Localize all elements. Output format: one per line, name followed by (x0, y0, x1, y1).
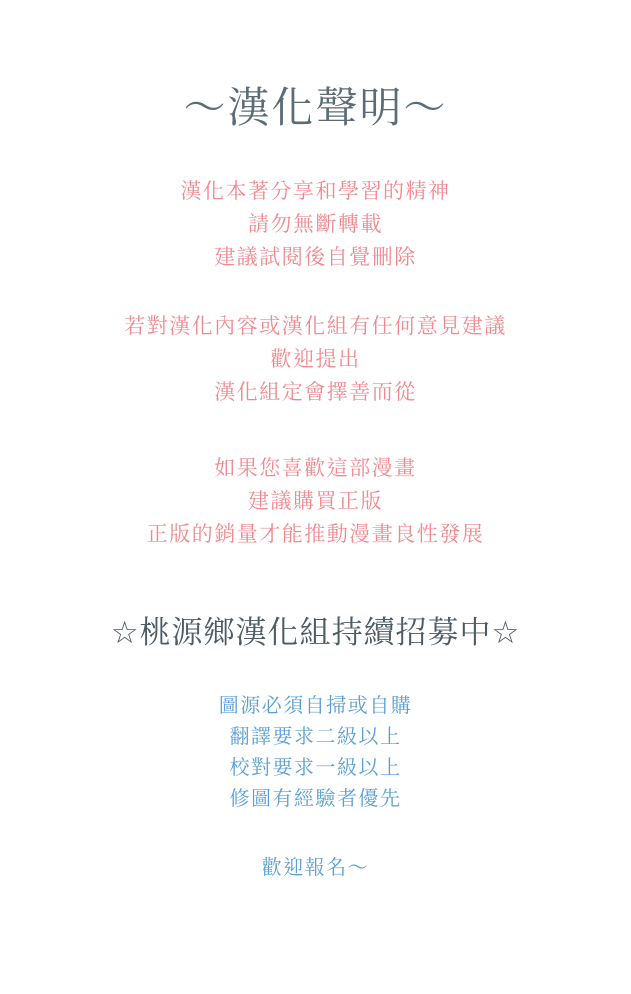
statement-paragraph-2 (0, 310, 631, 409)
requirement-line: 圖源必須自掃或自購 (218, 693, 413, 717)
statement-line: 如果您喜歡這部漫畫 (214, 456, 417, 480)
recruiting-title: ☆桃源鄉漢化組持續招募中☆ (110, 615, 521, 651)
statement-line: 漢化組定會擇善而從 (214, 380, 417, 404)
statement-line: 建議購買正版 (248, 489, 383, 513)
statement-line: 漢化本著分享和學習的精神 (180, 179, 451, 203)
statement-paragraph-3 (0, 452, 631, 551)
statement-line: 請勿無斷轉載 (248, 212, 383, 236)
recruiting-closing (0, 852, 631, 883)
statement-title: ～漢化聲明～ (183, 83, 448, 132)
requirement-line: 校對要求一級以上 (229, 755, 402, 779)
statement-line: 建議試閱後自覺刪除 (214, 245, 417, 269)
statement-line: 若對漢化內容或漢化組有任何意見建議 (124, 314, 507, 338)
recruiting-requirements (0, 690, 631, 814)
statement-line: 歡迎提出 (270, 347, 361, 371)
statement-line: 正版的銷量才能推動漫畫良性發展 (146, 522, 485, 546)
statement-paragraph-1 (0, 175, 631, 274)
closing-line: 歡迎報名～ (261, 855, 370, 879)
requirement-line: 修圖有經驗者優先 (229, 786, 402, 810)
requirement-line: 翻譯要求二級以上 (229, 724, 402, 748)
